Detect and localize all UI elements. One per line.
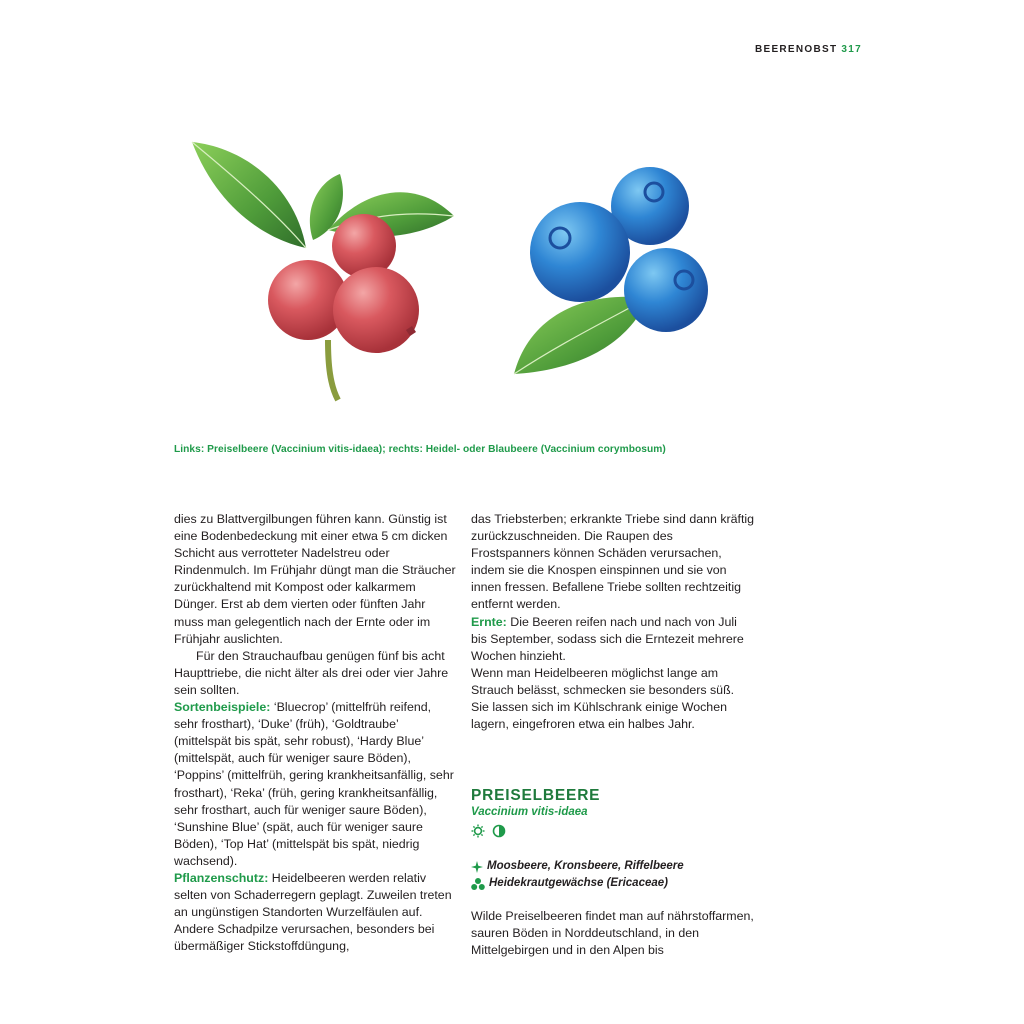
- ernte-text: Die Beeren reifen nach und nach von Juli bis September, sodass sich die Erntezeit mehrere Wochen hinzieht.: [471, 614, 744, 663]
- schutz-paragraph: [174, 870, 456, 955]
- lingonberry-illustration: [192, 142, 454, 400]
- section-title: PREISELBEERE: [471, 787, 601, 804]
- location-symbols: [471, 822, 771, 838]
- body-paragraph: das Triebsterben; erkrankte Triebe sind dann kräftig zurückzuschneiden. Die Raupen des Frostspanners können Schäden verursachen, indem sie die Knospen einspinnen und sie von innen fressen. Befallene Triebe sollten rechtzeitig entfernt werden.: [471, 512, 755, 612]
- synonyms: Moosbeere, Kronsbeere, Riffelbeere: [487, 860, 684, 872]
- schutz-text: Heidelbeeren werden relativ selten von Schaderregern geplagt. Zuweilen treten an ungünstigen Standorten Wurzelfäulen auf. Andere Schadpilze verursachen, besonders bei übermäßiger Stickstoffdüngung,: [174, 870, 452, 954]
- sorten-text: ‘Bluecrop’ (mittelfrüh reifend, sehr frosthart), ‘Duke’ (früh), ‘Goldtraube’ (mittelspät bis spät, sehr robust), ‘Hardy Blue’ (mittelspät, auch für weniger saure Böden), ‘Poppins’ (mittelfrüh, gering krankheitsanfällig, sehr frosthart), ‘Reka’ (früh, gering krankheitsanfällig, sehr frosthart, auch für weniger saure Böden), ‘Sunshine Blue’ (spät, auch für weniger saure Böden), ‘Top Hat’ (mittelspät bis spät, niedrig wachsend).: [174, 700, 454, 868]
- sorten-paragraph: [174, 699, 456, 870]
- half-shade-icon: [492, 824, 506, 838]
- berry-illustration: [178, 130, 738, 420]
- latin-name: Vaccinium vitis-idaea: [471, 806, 588, 818]
- ernte-paragraph: [471, 614, 755, 665]
- blueberry-illustration: [514, 167, 708, 374]
- family-row: [471, 875, 771, 892]
- stem: [328, 340, 338, 400]
- figure-caption: Links: Preiselbeere (Vaccinium vitis-idaea); rechts: Heidel- oder Blaubeere (Vaccinium corymbosum): [174, 444, 666, 455]
- synonyms-row: [471, 858, 771, 875]
- body-paragraph: dies zu Blattvergilbungen führen kann. Günstig ist eine Bodenbedeckung mit einer etwa 5 cm dicken Schicht aus verrotteter Nadelstreu oder Rindenmulch. Im Frühjahr düngt man die Sträucher zurückhaltend mit Kompost oder kalkarmem Dünger. Erst ab dem vierten oder fünften Jahr muss man gelegentlich nach der Ernte oder im Frühjahr auslichten.: [174, 512, 456, 646]
- plant-family-icon: [471, 878, 485, 890]
- meta-info: [471, 858, 771, 892]
- schutz-label: Pflanzenschutz:: [174, 870, 269, 885]
- page-number: 317: [841, 44, 862, 55]
- intro-paragraph: Wilde Preiselbeeren findet man auf nährstoffarmen, sauren Böden in Norddeutschland, in den Mittelgebirgen und in den Alpen bis: [471, 909, 754, 958]
- plant-family: Heidekrautgewächse (Ericaceae): [489, 877, 668, 889]
- left-column: [174, 511, 456, 955]
- preiselbeere-section: [471, 786, 771, 892]
- star-icon: [471, 861, 483, 873]
- body-paragraph: Für den Strauchaufbau genügen fünf bis acht Haupttriebe, die nicht älter als drei oder vier Jahre sein sollten.: [174, 648, 449, 697]
- ernte-label: Ernte:: [471, 614, 507, 629]
- leaf-left: [192, 142, 306, 248]
- sun-icon: [471, 824, 485, 838]
- blueberry: [624, 248, 708, 332]
- lingonberry: [333, 267, 419, 353]
- running-header: [755, 44, 862, 55]
- sorten-label: Sortenbeispiele:: [174, 700, 271, 715]
- right-column: [471, 511, 755, 733]
- body-paragraph: Wenn man Heidelbeeren möglichst lange am Strauch belässt, schmecken sie besonders süß. Sie lassen sich im Kühlschrank einige Wochen lagern, eingefroren etwa ein halbes Jahr.: [471, 665, 735, 732]
- header-section: BEERENOBST: [754, 44, 838, 55]
- section-intro: [471, 908, 755, 959]
- blueberry: [530, 202, 630, 302]
